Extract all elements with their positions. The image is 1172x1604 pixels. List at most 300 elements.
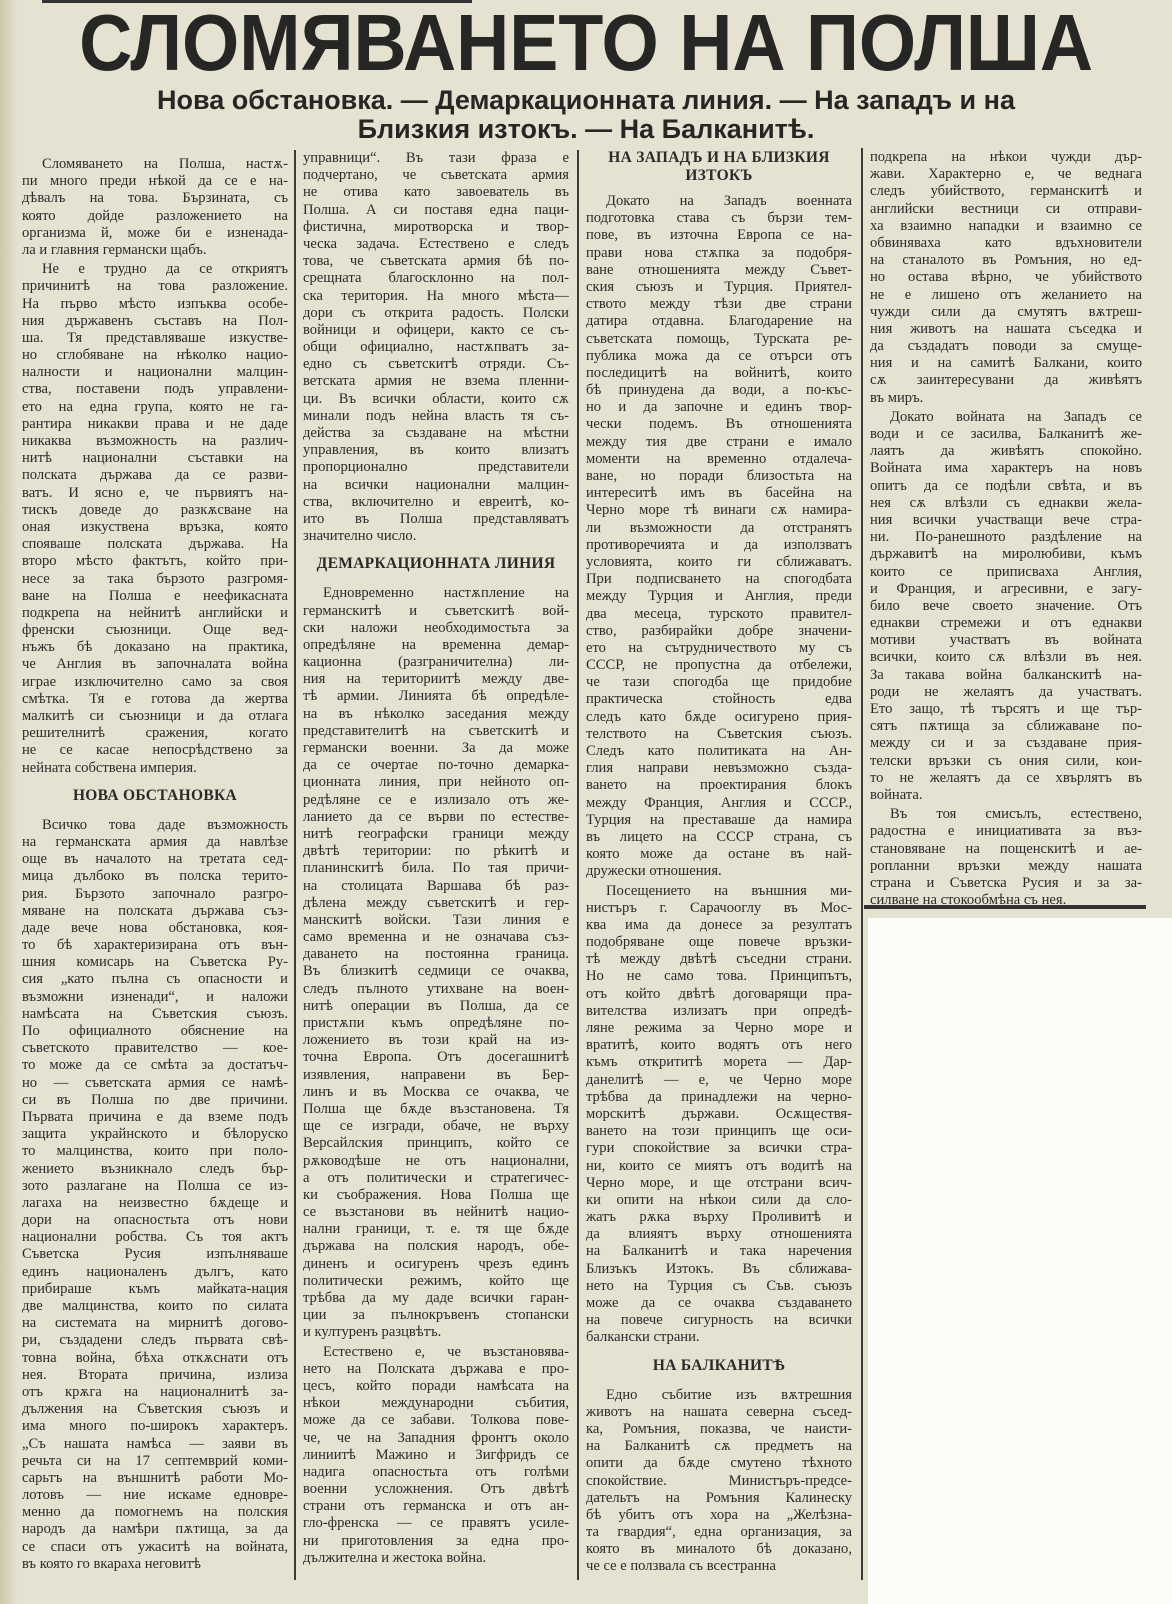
text-line: си въ Полша по две причини.: [22, 1091, 288, 1108]
article-column-4: [870, 149, 1142, 911]
text-line: ша. Тя представляваше изкустве-: [22, 329, 288, 346]
text-line: Естествено е, че възстановява-: [323, 1343, 569, 1360]
paragraph: [22, 817, 288, 1573]
text-line: даде вече нова обстановка, коя-: [22, 919, 288, 936]
text-line: условията, които ги сближаватъ.: [586, 553, 852, 570]
text-line: моменти на временно отдалеча-: [586, 450, 852, 467]
text-line: пристѫпи къмъ опредѣляне по-: [303, 1015, 569, 1031]
text-line: само временна и не означава съз-: [303, 929, 569, 946]
text-line: страни отъ германска и отъ ан-: [303, 1498, 569, 1515]
section-heading: НА БАЛКАНИТѢ: [652, 1356, 786, 1374]
text-line: не се касае непосрѣдствено за: [22, 742, 288, 759]
text-line: държавитѣ на миролюбиви, къмъ: [870, 546, 1142, 563]
text-line: Всичко това даде възможность: [42, 816, 288, 833]
text-line: не е лишено отъ желанието на: [870, 286, 1142, 303]
headline: СЛОМЯВАНЕТО НА ПОЛША: [79, 0, 1093, 87]
text-line: че се е ползвала съ всестранна: [586, 1558, 776, 1575]
text-line: две малцинства, които по силата: [22, 1298, 288, 1314]
text-line: но сглобяване на нѣколко нацио-: [22, 347, 288, 364]
text-line: никаква възможность на различ-: [22, 433, 288, 449]
text-line: нето на Полската държава е про-: [303, 1360, 569, 1377]
text-line: противоречията и да използватъ: [586, 536, 852, 553]
text-line: дори съ открита радость. Полски: [303, 304, 569, 321]
text-line: единъ националенъ дългъ, като: [22, 1263, 288, 1280]
text-line: то не желаятъ да се хвърлятъ въ: [870, 769, 1142, 786]
text-line: нитѣ национални съставки на: [22, 450, 288, 467]
paper-edge: [0, 0, 18, 1604]
text-line: дѣвалъ на това. Бързината, съ: [22, 190, 288, 207]
text-line: води и се засилва, Балканитѣ же-: [870, 426, 1142, 442]
text-line: на столицата Варшава бѣ раз-: [303, 877, 569, 894]
text-line: въ лицето на СССР страна, съ: [586, 828, 852, 845]
text-line: ропланни връзки между нашата: [870, 857, 1142, 874]
text-line: общи официално, настѫпватъ за-: [303, 339, 569, 356]
text-line: ния всички участващи вече стра-: [870, 511, 1142, 528]
text-line: трѣбва да му даде всички гаран-: [303, 1290, 569, 1306]
text-line: бѣ убитъ отъ хора на „Желѣзна-: [586, 1506, 852, 1523]
text-line: сѫ заинтересувани да живѣятъ: [870, 372, 1142, 389]
text-line: ни, които се миятъ отъ водитѣ на: [586, 1157, 852, 1174]
text-line: трѣбва да принадлежи на черно-: [586, 1088, 852, 1105]
text-line: диненъ и осигуренъ чрезъ единъ: [303, 1255, 569, 1272]
text-line: не отива като завоеватель въ: [303, 184, 569, 201]
text-line: дѣлена между съветскитѣ и гер-: [303, 894, 569, 911]
text-line: отъ който двѣтѣ договарящи пра-: [586, 985, 852, 1002]
text-line: шния комисарь на Съветска Ру-: [22, 954, 288, 971]
text-line: въ която го вкараха неговитѣ: [22, 1555, 201, 1572]
text-line: жави. Характерно е, че веднага: [870, 166, 1142, 183]
text-line: цесъ, който поради намѣсата на: [303, 1377, 569, 1394]
text-line: ческа задача. Естествено е следъ: [303, 235, 569, 252]
text-line: полската държава да се разви-: [22, 467, 288, 484]
text-line: че Англия въ започналата война: [22, 656, 288, 673]
text-line: ване, но поради близостьта на: [586, 468, 852, 484]
column-rule: [294, 150, 296, 1580]
text-line: изявления, направени въ Бер-: [303, 1066, 569, 1083]
text-line: Не е трудно да се откриятъ: [42, 261, 288, 278]
article-column-1: [22, 156, 288, 1575]
text-line: спокойствие. Министъръ-предсе-: [586, 1472, 852, 1489]
text-line: ли възможности да отстранятъ: [586, 519, 852, 536]
text-line: да влияятъ върху отношенията: [586, 1226, 852, 1243]
text-line: ха взаимно нападки и взаимно се: [870, 217, 1142, 234]
text-line: пове, въ източна Европа се на-: [586, 227, 852, 244]
text-line: менно да помогнемъ на полския: [22, 1504, 288, 1521]
text-line: Едновременно настѫпление на: [323, 585, 569, 602]
text-line: Сломяването на Полша, настѫ-: [42, 156, 288, 172]
text-line: английски вестници си отправи-: [870, 200, 1142, 217]
text-line: малкитѣ си съюзници и да отлага: [22, 708, 288, 724]
text-line: Ето защо, тѣ търсятъ и ще тър-: [870, 701, 1142, 717]
text-line: данелитѣ — е, че Черно море: [586, 1071, 852, 1088]
text-line: има много по-широкъ характеръ.: [22, 1418, 288, 1435]
text-line: глия направи невъзможно създа-: [586, 760, 852, 777]
text-line: та гвардия“, една организация, за: [586, 1524, 852, 1541]
text-line: несе за така бързото разгромя-: [22, 570, 288, 587]
text-line: Въ близкитѣ седмици се очаква,: [303, 963, 569, 980]
text-line: срещната благосклонно на пол-: [303, 270, 569, 287]
text-line: ването на този принципъ ще оси-: [586, 1123, 852, 1140]
text-line: „Съ нашата намѣса — заяви въ: [22, 1435, 288, 1452]
text-line: на Балканитѣ сѫ предметъ на: [586, 1438, 852, 1455]
text-line: следъ пълното утихване на воен-: [303, 980, 569, 997]
text-line: спояваше полската държава. На: [22, 536, 288, 553]
text-line: това, че съветската армия бѣ по-: [303, 253, 569, 270]
text-line: роди не желаятъ да участватъ.: [870, 683, 1142, 700]
text-line: манскитѣ войски. Тази линия е: [303, 911, 569, 928]
text-line: подчертано, че съветската армия: [303, 167, 569, 184]
subheadline-line: Нова обстановка. — Демаркационната линия. — На западъ и на: [157, 85, 1015, 115]
text-line: датира отдавна. Благодарение на: [586, 313, 852, 330]
text-line: Версайлския принципъ, който се: [303, 1135, 569, 1152]
text-line: ство, разбирайки добре значени-: [586, 622, 852, 639]
text-line: надига опасностьта отъ голѣми: [303, 1463, 569, 1480]
text-line: прави нова стѫпка за подобря-: [586, 244, 852, 261]
text-line: едно съ съветскитѣ отряди. Съ-: [303, 356, 569, 373]
text-line: на въ нѣколко заседания между: [303, 705, 569, 722]
text-line: нъжъ бѣ доказано на практика,: [22, 639, 288, 656]
text-line: При подписването на спогодбата: [586, 571, 852, 588]
text-line: ския съюзъ и Турция. Приятел-: [586, 278, 852, 295]
text-line: налности и национални малцин-: [22, 364, 288, 381]
text-line: Въ тоя смисълъ, естествено,: [890, 806, 1142, 823]
text-line: но остава вѣрно, че убийството: [870, 269, 1142, 286]
text-line: Близъкъ Изтокъ. Въ сближава-: [586, 1260, 852, 1277]
text-line: чески подемъ. Въ отношенията: [586, 416, 852, 433]
text-line: ква има да донесе за резултатъ: [586, 916, 852, 933]
text-line: се възстанови въ нейнитѣ нацио-: [303, 1204, 569, 1221]
text-line: лаятъ да живѣятъ спокойно.: [870, 443, 1142, 460]
text-line: и Франция, и агресивни, е загу-: [870, 580, 1142, 597]
text-line: ни. По-ранешното раздѣление на: [870, 529, 1142, 546]
text-line: нея. Втората причина, излиза: [22, 1366, 288, 1383]
text-line: мотиви участватъ въ войната: [870, 632, 1142, 649]
text-line: публика можа да се отърси отъ: [586, 347, 852, 364]
text-line: ляне режима за Черно море и: [586, 1020, 852, 1036]
text-line: телството на Съветския съюзъ.: [586, 725, 852, 742]
text-line: било вече своето значение. Отъ: [870, 597, 1142, 614]
text-line: ватъ. И ясно е, че първиятъ на-: [22, 484, 288, 501]
subheadline-line: Близкия изтокъ. — На Балканитѣ.: [357, 114, 815, 144]
text-line: нѣкои международни събития,: [303, 1395, 569, 1412]
headline-area: [0, 0, 1172, 87]
text-line: Докато на Западъ военната: [606, 193, 852, 209]
text-line: дружески отношения.: [586, 863, 722, 880]
text-line: на системата на мирнитѣ догово-: [22, 1315, 288, 1332]
text-line: За такава война балканскитѣ на-: [870, 666, 1142, 683]
text-line: вратитѣ, които водятъ отъ него: [586, 1037, 852, 1054]
text-line: становяване на пощенскитѣ и ае-: [870, 840, 1142, 857]
text-line: които се приписваха Англия,: [870, 563, 1142, 580]
text-line: ри, създадени следъ първата свѣ-: [22, 1332, 288, 1349]
text-line: ито въ Полша представляватъ: [303, 510, 569, 527]
text-line: СССР, не пропустна да отбележи,: [586, 657, 852, 674]
text-line: ството между тѣзи две страни: [586, 296, 852, 313]
text-line: жатъ рѫка върху Проливитѣ и: [586, 1209, 852, 1226]
text-line: Черно море, и ще отстрани всич-: [586, 1174, 852, 1191]
text-line: да създадатъ поводи за смуще-: [870, 338, 1142, 355]
text-line: която може да остане въ най-: [586, 846, 852, 863]
text-line: нейната собствена империя.: [22, 759, 197, 776]
text-line: съветското правителство — кое-: [22, 1040, 288, 1057]
text-line: Едно събитие изъ вѫтрешния: [606, 1386, 852, 1403]
text-line: ето на една група, която не га-: [22, 398, 288, 415]
text-line: представителитѣ на съветскитѣ и: [303, 722, 569, 739]
text-line: двѣтѣ територии: по рѣкитѣ и: [303, 843, 569, 860]
text-line: ства, включително и евреитѣ, ко-: [303, 493, 569, 510]
text-line: страна и Съветска Русия и за за-: [870, 874, 1142, 891]
text-line: защита украйнското и бѣлоруско: [22, 1126, 288, 1143]
text-line: Следъ като политиката на Ан-: [586, 743, 852, 759]
text-line: дательтъ на Ромъния Калинеску: [586, 1489, 852, 1506]
text-line: че, че на Западния фронтъ около: [303, 1429, 569, 1446]
text-line: силване на стокообмѣна съ нея.: [870, 892, 1067, 909]
text-line: минали подъ нейна власть тя съ-: [303, 407, 569, 424]
blank-area: [868, 918, 1172, 1604]
text-line: може да се забави. Толкова пове-: [303, 1412, 569, 1429]
text-line: оная изкуствена връзка, която: [22, 518, 288, 535]
text-line: тискъ доведе до разкѫсване на: [22, 501, 288, 518]
text-line: пропорционално представители: [303, 459, 569, 476]
text-line: дължения на Съветския съюзъ и: [22, 1401, 288, 1418]
text-line: на всички национални малцин-: [303, 476, 569, 493]
text-line: ветската армия не взема пленни-: [303, 373, 569, 390]
text-line: тѣ армии. Линията бѣ опредѣле-: [303, 688, 569, 705]
text-line: тѣ между двѣтѣ съседни страни.: [586, 951, 852, 968]
text-line: ложението въ този край на из-: [303, 1032, 569, 1049]
text-line: войната.: [870, 786, 923, 803]
text-line: еднакви стремежи и отъ еднакви: [870, 615, 1142, 632]
text-line: Съветска Русия изпълняваше: [22, 1246, 288, 1263]
paragraph: [586, 193, 852, 881]
text-line: то бѣ характеризирана отъ вън-: [22, 937, 288, 954]
text-line: ето на сътрудничеството му съ: [586, 639, 852, 656]
text-line: Първата причина е да вземе подъ: [22, 1108, 288, 1125]
text-line: лагаха на неизвестно бѫдеще и: [22, 1194, 288, 1211]
text-line: линиитѣ Мажино и Зигфридъ се: [303, 1446, 569, 1463]
text-line: По официалното обяснение на: [22, 1023, 288, 1039]
text-line: действа за създаване на мѣстни: [303, 425, 569, 441]
text-line: отъ крѫга на националнитѣ за-: [22, 1383, 288, 1400]
text-line: рѫководѣше не отъ национални,: [303, 1152, 569, 1169]
text-line: на Балканитѣ и така наречения: [586, 1243, 852, 1260]
text-line: ването на проектирания блокъ: [586, 777, 852, 794]
text-line: ки съображения. Нова Полша ще: [303, 1186, 569, 1203]
text-line: ци. Въ всички области, които сѫ: [303, 390, 569, 407]
text-line: между тия две страни е имало: [586, 433, 852, 450]
text-line: Полша. А си поставя една паци-: [303, 201, 569, 218]
text-line: мяване на полската държава съз-: [22, 902, 288, 919]
text-line: то малцинства, които при поло-: [22, 1143, 288, 1160]
text-line: нитѣ географски граници между: [303, 825, 569, 842]
text-line: опити да бѫде смутено тѣхното: [586, 1455, 852, 1472]
text-line: точна Европа. Отъ досегашнитѣ: [303, 1049, 569, 1066]
article-column-2: [303, 150, 569, 1569]
section-heading: НОВА ОБСТАНОВКА: [72, 786, 238, 804]
text-line: подготовка става съ бързи тем-: [586, 210, 852, 227]
text-line: подкрепа на нейнитѣ английски и: [22, 604, 288, 621]
text-line: чужди сили да смутятъ вѫтреш-: [870, 303, 1142, 320]
text-line: ства, поставени подъ управлени-: [22, 381, 288, 398]
text-line: между Франция, Англия и СССР.,: [586, 794, 852, 811]
text-line: вителства излизатъ при опредѣ-: [586, 1002, 852, 1019]
text-line: последицитѣ на войнитѣ, които: [586, 364, 852, 381]
text-line: още въ началото на третата сед-: [22, 851, 288, 868]
text-line: фистична, миротворска и твор-: [303, 218, 569, 235]
text-line: планинскитѣ била. По тая причи-: [303, 860, 569, 877]
section-heading: НА ЗАПАДЪ И НА БЛИЗКИЯ ИЗТОКЪ: [608, 149, 830, 184]
text-line: нея сѫ влѣзли съ еднакви жела-: [870, 494, 1142, 511]
text-line: кационна (разграничителна) ли-: [303, 654, 569, 671]
text-line: организма й, може би е изненада-: [22, 224, 288, 241]
text-line: Но не само това. Принципътъ,: [586, 968, 852, 985]
text-line: редѣляне се е излизало отъ же-: [303, 791, 569, 808]
text-line: която дойде разложението на: [22, 207, 288, 224]
text-line: военни усложнения. Отъ двѣтѣ: [303, 1481, 569, 1498]
text-line: че тази спогодба ще придобие: [586, 674, 852, 691]
article-column-3: [586, 149, 852, 1578]
text-line: народъ да намѣри пѫтища, за да: [22, 1521, 288, 1538]
text-line: мица дълбоко въ полска терито-: [22, 868, 288, 885]
text-line: На първо мѣсто изпъква особе-: [22, 295, 288, 312]
text-line: смѣтка. Тя е готова да жертва: [22, 690, 288, 707]
text-line: управници“. Въ тази фраза е: [303, 150, 569, 166]
text-line: товна война, бѣха откѫснати отъ: [22, 1349, 288, 1366]
text-line: телски връзки съ ония сили, кои-: [870, 752, 1142, 769]
text-line: значително число.: [303, 528, 417, 545]
text-line: Войната има характеръ на новъ: [870, 460, 1142, 477]
text-line: линъ и въ Москва се очаква, че: [303, 1083, 569, 1100]
text-line: радостна е инициативата за въз-: [870, 823, 1142, 840]
text-line: даването на постоянна граница.: [303, 946, 569, 963]
section-heading: ДЕМАРКАЦИОННАТА ЛИНИЯ: [316, 555, 556, 573]
text-line: войници и офицери, както се съ-: [303, 321, 569, 338]
text-line: ване на Полша е неефикасната: [22, 587, 288, 604]
text-line: на германската армия да навлѣзе: [22, 833, 288, 850]
text-line: ния на териториитѣ между две-: [303, 671, 569, 688]
text-line: Посещението на външния ми-: [606, 882, 852, 899]
text-line: но и да започне и единъ твор-: [586, 399, 852, 416]
text-line: прибираше къмъ майката-нация: [22, 1280, 288, 1297]
text-line: ции за пълнокръвенъ стопански: [303, 1307, 569, 1324]
text-line: дължителна и жестока война.: [303, 1549, 487, 1566]
text-line: практическа стойность едва: [586, 691, 852, 708]
text-line: всички, които сѫ влѣзли въ нея.: [870, 649, 1142, 666]
text-line: но — съветската армия се намѣ-: [22, 1074, 288, 1091]
text-line: френски съюзници. Още вед-: [22, 622, 288, 639]
subheadline: [0, 86, 1172, 144]
text-line: интереситѣ имъ въ басейна на: [586, 485, 852, 502]
text-line: нитѣ операции въ Полша, да се: [303, 997, 569, 1014]
text-line: рия. Бързото започнало разгро-: [22, 885, 288, 902]
text-line: ния държавенъ съставъ на Пол-: [22, 312, 288, 329]
text-line: на станалото въ Ромъния, но ед-: [870, 252, 1142, 269]
text-line: а отъ политически и стратегичес-: [303, 1169, 569, 1186]
text-line: морскитѣ държави. Осѫществя-: [586, 1105, 852, 1122]
text-line: Докато войната на Западъ се: [890, 408, 1142, 425]
paragraph: [870, 409, 1142, 804]
text-line: ла и главния германски щабъ.: [22, 241, 207, 258]
text-line: играе изключително само за своя: [22, 673, 288, 690]
text-line: зото разлагане на Полша се из-: [22, 1177, 288, 1194]
paragraph: [870, 806, 1142, 909]
text-line: животъ на нашата северна съсед-: [586, 1403, 852, 1420]
text-line: бѣ принудена да води, а по-къс-: [586, 382, 852, 399]
paragraph: [586, 883, 852, 1347]
paragraph: [303, 1344, 569, 1567]
text-line: която въ миналото бѣ доказано,: [586, 1541, 852, 1558]
text-line: ки опити на нѣкои сили да сло-: [586, 1191, 852, 1208]
text-line: причинитѣ на това разложение.: [22, 278, 288, 295]
text-line: ланието да се върви по естестве-: [303, 808, 569, 825]
text-line: възможни изненади“, и наложи: [22, 988, 288, 1005]
text-line: лотовъ — ние искаме едновре-: [22, 1487, 288, 1504]
text-line: гури спокойствие за всички стра-: [586, 1140, 852, 1157]
text-line: между Турция и Англия, преди: [586, 588, 852, 605]
text-line: балкански страни.: [586, 1329, 700, 1346]
text-line: ния и на самитѣ Балкани, които: [870, 355, 1142, 372]
text-line: да се очертае по-точно демарка-: [303, 757, 569, 774]
column-rule: [861, 148, 863, 1580]
text-line: може да се очаква създаването: [586, 1295, 852, 1311]
text-line: германски военни. За да може: [303, 740, 569, 756]
text-line: въ миръ.: [870, 389, 924, 406]
paragraph: [870, 149, 1142, 407]
text-line: обвиняваха като вдъхновители: [870, 234, 1142, 251]
column-rule: [577, 150, 579, 1580]
text-line: сарьтъ на външнитѣ работи Мо-: [22, 1469, 288, 1486]
text-line: два месеца, турското правител-: [586, 605, 852, 622]
text-line: и културенъ разцвѣтъ.: [303, 1324, 442, 1341]
text-line: сия „като пълна съ опасности и: [22, 971, 288, 988]
text-line: ване отношенията между Съвет-: [586, 261, 852, 278]
text-line: нални граници, т. е. тя ще бѫде: [303, 1221, 569, 1238]
paragraph: [22, 156, 288, 259]
paragraph: [303, 585, 569, 1341]
text-line: ционната линия, при нейното оп-: [303, 774, 569, 791]
text-line: намѣсата на Съветския съюзъ.: [22, 1005, 288, 1022]
text-line: следъ убийството, германскитѣ и: [870, 183, 1142, 200]
text-line: ска територия. На много мѣста—: [303, 287, 569, 304]
text-line: нето на Турция съ Съв. съюзъ: [586, 1277, 852, 1294]
text-line: между си и за създаване прия-: [870, 735, 1142, 752]
text-line: се спаси отъ ужаситѣ на войната,: [22, 1538, 288, 1555]
text-line: то може да се смѣта за достатъч-: [22, 1057, 288, 1074]
text-line: управления, въ които влизатъ: [303, 442, 569, 459]
text-line: нистъръ г. Сарачооглу въ Мос-: [586, 899, 852, 916]
text-line: ни приготовления за една про-: [303, 1532, 569, 1549]
text-line: германскитѣ и съветскитѣ вой-: [303, 602, 569, 619]
text-line: пи много преди нѣкой да се е на-: [22, 173, 288, 190]
paragraph: [303, 150, 569, 545]
text-line: ния животъ на нашата съседка и: [870, 320, 1142, 337]
text-line: дори на опасностьта отъ нови: [22, 1212, 288, 1229]
paragraph: [586, 1387, 852, 1576]
text-line: ски наложи необходимостьта за: [303, 619, 569, 636]
text-line: подкрепа на нѣкои чужди дър-: [870, 149, 1142, 165]
text-line: политически режимъ, който ще: [303, 1272, 569, 1289]
text-line: опредѣляне на временна демар-: [303, 636, 569, 653]
text-line: Полша ще бѫде възстановена. Тя: [303, 1100, 569, 1117]
text-line: второ мѣсто фактътъ, който при-: [22, 553, 288, 570]
text-line: решителнитѣ сражения, когато: [22, 725, 288, 742]
text-line: ще се изгради, обаче, не върху: [303, 1118, 569, 1135]
text-line: съветската помощь, Турската ре-: [586, 330, 852, 347]
text-line: сятъ пѫтища за сближаване по-: [870, 718, 1142, 735]
text-line: следъ като бѫде осигурено прия-: [586, 708, 852, 725]
text-line: Турция на преставаше да намира: [586, 811, 852, 828]
text-line: на повече сигурность на всички: [586, 1312, 852, 1329]
